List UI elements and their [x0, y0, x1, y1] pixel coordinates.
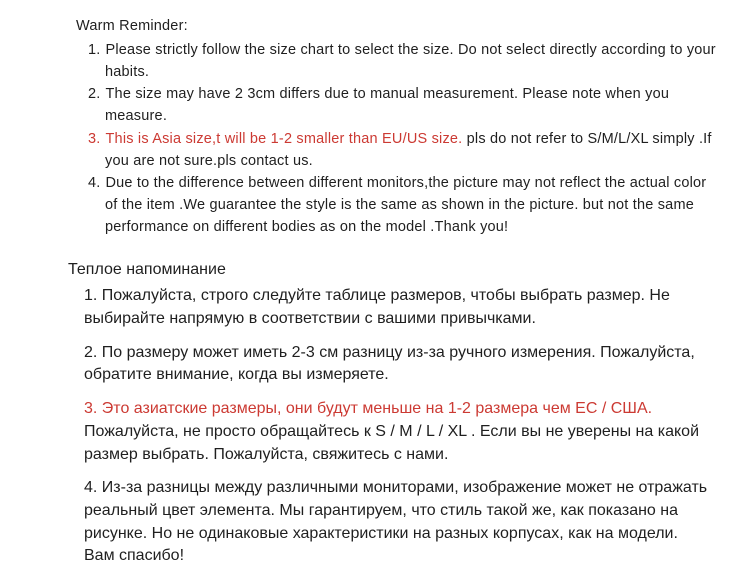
english-reminder-list: [88, 40, 716, 239]
list-item: [88, 173, 716, 238]
list-item: [84, 477, 716, 568]
item-text: Due to the difference between different monitors,the picture may not reflect the actual color of the item .We guarantee the style is the same as shown in the picture. but not the same performance on different bodies as on the model .Thank you!: [105, 175, 706, 235]
item-text: 2. По размеру может иметь 2-3 см разницу из-за ручного измерения. Пожалуйста, обратите внимание, когда вы измеряете.: [84, 344, 695, 384]
russian-reminder-section: [68, 259, 716, 568]
russian-section-title: Теплое напоминание: [68, 259, 716, 282]
list-item: [88, 84, 716, 128]
item-text: 1. Пожалуйста, строго следуйте таблице размеров, чтобы выбрать размер. Не выбирайте напрямую в соответствии с вашими привычками.: [84, 287, 670, 327]
item-text-highlight: 3. Это азиатские размеры, они будут меньше на 1-2 размера чем ЕС / США.: [84, 398, 716, 421]
english-reminder-section: [68, 16, 716, 239]
item-text: Пожалуйста, не просто обращайтесь к S / M / L / XL . Если вы не уверены на какой размер выбрать. Пожалуйста, свяжитесь с нами.: [84, 421, 716, 466]
item-text: pls do not refer to S/M/L/XL simply .If you are not sure.pls contact us.: [105, 131, 712, 169]
list-item: [84, 398, 716, 466]
item-text: Please strictly follow the size chart to select the size. Do not select directly according to your habits.: [105, 42, 716, 80]
list-item: [88, 40, 716, 84]
item-number: 3.: [88, 131, 101, 147]
item-text-closing: Вам спасибо!: [84, 545, 716, 568]
item-number: 4.: [88, 175, 101, 191]
list-item: [84, 342, 716, 387]
item-text: The size may have 2 3cm differs due to manual measurement. Please note when you measure.: [105, 86, 669, 124]
list-item: [88, 129, 716, 173]
item-text-highlight: This is Asia size,t will be 1-2 smaller than EU/US size.: [106, 131, 463, 147]
item-number: 1.: [88, 42, 101, 58]
item-text: 4. Из-за разницы между различными мониторами, изображение может не отражать реальный цвет элемента. Мы гарантируем, что стиль такой же, как показано на рисунке. Но не одинаковые характеристики на разных корпусах, как на модели.: [84, 477, 716, 545]
item-number: 2.: [88, 86, 101, 102]
list-item: [84, 285, 716, 330]
english-section-title: Warm Reminder:: [76, 16, 716, 38]
